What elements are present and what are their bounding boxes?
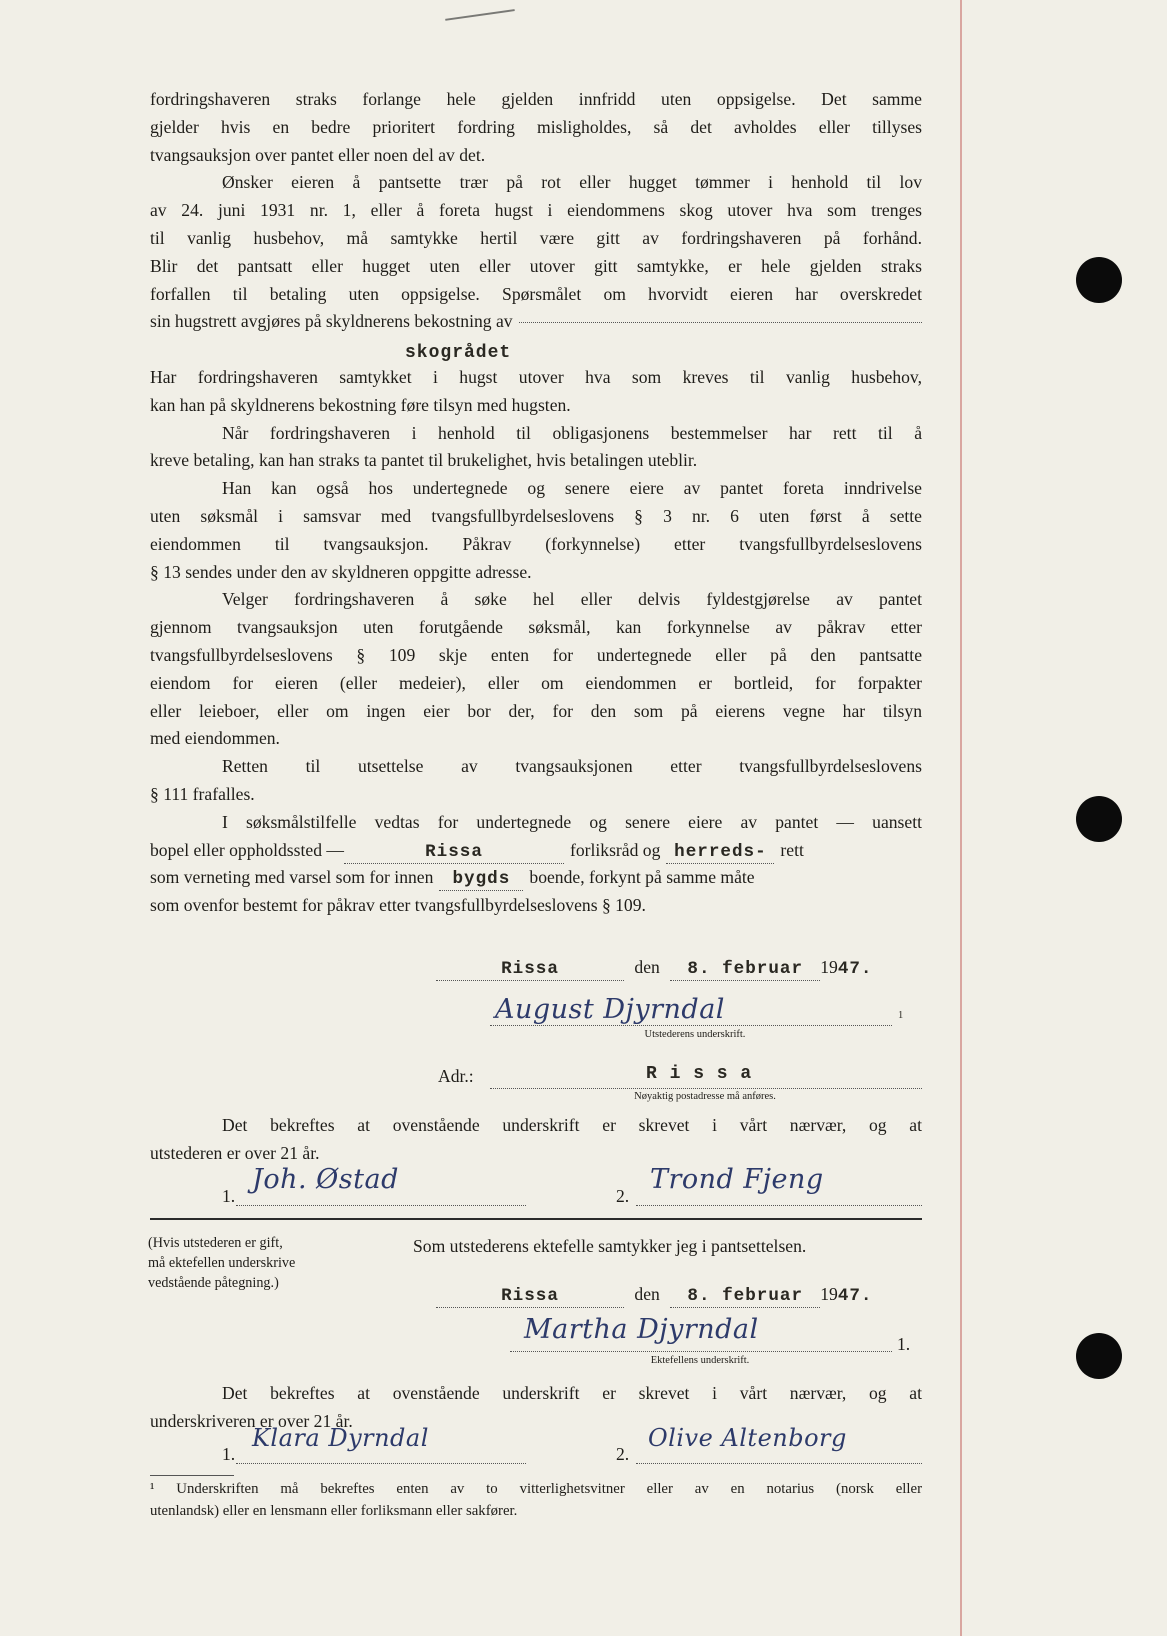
text-line: eller leieboer, eller om ingen eier bor der, for den som på eierens vegne har tilsyn	[150, 700, 922, 721]
text-line: tvangsfullbyrdelseslovens § 109 skje enten for undertegnede eller på den pantsatte	[150, 644, 922, 665]
text-line: underskriveren er over 21 år.	[150, 1410, 353, 1431]
date-den: den	[634, 957, 660, 977]
text-line: eiendommen til tvangsauksjon. Påkrav (forkynnelse) etter tvangsfullbyrdelseslovens	[150, 533, 922, 554]
text-line: kreve betaling, kan han straks ta pantet til brukelighet, hvis betalingen uteblir.	[150, 450, 698, 471]
text-line-fill	[150, 308, 922, 336]
text-line: fordringshaveren straks forlange hele gjelden innfridd uten oppsigelse. Det samme	[150, 89, 922, 109]
address-label: Adr.:	[438, 1066, 474, 1086]
text-line: som ovenfor bestemt for påkrav etter tvangsfullbyrdelseslovens § 109.	[150, 895, 646, 916]
text-line: Det bekreftes at ovenstående underskrift er skrevet i vårt nærvær, og at	[222, 1115, 922, 1135]
date-value: 8. februar	[670, 958, 820, 981]
text-line: Når fordringshaveren i henhold til obligasjonens bestemmelser har rett til å	[222, 422, 922, 443]
venue-line	[150, 837, 922, 865]
side-note-line: må ektefellen underskrive	[148, 1255, 296, 1271]
text-line: gjennom tvangsauksjon uten forutgående søksmål, kan forkynnelse av påkrav etter	[150, 617, 922, 638]
body-text-b	[150, 364, 922, 920]
text-line: Har fordringshaveren samtykket i hugst utover hva som kreves til vanlig husbehov,	[150, 367, 922, 387]
witness-dotline	[236, 1204, 526, 1206]
footnote-ref: 1	[898, 1010, 904, 1021]
address-value: R i s s a	[646, 1064, 753, 1084]
signature-spouse: Martha Djyrndal	[524, 1314, 759, 1345]
date-year-prefix: 19	[820, 1284, 838, 1304]
witness-number: 2.	[616, 1186, 630, 1206]
witness-number: 1.	[222, 1444, 236, 1464]
text-line: gjelder hvis en bedre prioritert fordring misligholdes, så det avholdes eller tillyses	[150, 116, 922, 137]
signature-witness-3: Klara Dyrndal	[252, 1424, 429, 1452]
text-line: utstederen er over 21 år.	[150, 1142, 320, 1163]
signature-dotline	[490, 1024, 892, 1026]
witness-number: 2.	[616, 1444, 630, 1464]
caption-issuer: Utstederens underskrift.	[644, 1029, 746, 1040]
venue-middle: forliksråd og	[570, 839, 661, 860]
caption-address: Nøyaktig postadresse må anføres.	[634, 1091, 776, 1102]
witness-dotline	[236, 1462, 526, 1464]
venue-court: herreds-	[666, 841, 774, 864]
side-note	[148, 1233, 393, 1293]
text-line: til vanlig husbehov, må samtykke hertil være gitt av fordringshaveren på forhånd.	[150, 227, 922, 248]
venue-suffix: rett	[780, 839, 804, 860]
signature-number: 1.	[897, 1334, 911, 1354]
footnote	[150, 1478, 922, 1522]
date-line-2	[436, 1284, 873, 1308]
signature-witness-1: Joh. Østad	[252, 1164, 399, 1195]
witness-dotline	[636, 1204, 922, 1206]
text-line: uten søksmål i samsvar med tvangsfullbyrdelseslovens § 3 nr. 6 uten først å sette	[150, 505, 922, 526]
venue-prefix: bopel eller oppholdssted —	[150, 839, 344, 860]
dotted-fill	[519, 321, 922, 323]
footnote-line: utenlandsk) eller en lensmann eller forliksmann eller sakfører.	[150, 1503, 518, 1519]
text-line: sin hugstrett avgjøres på skyldnerens bekostning av	[150, 311, 513, 332]
date-place: Rissa	[436, 1285, 624, 1308]
footnote-line: ¹ Underskriften må bekreftes enten av to vitterlighetsvitner eller av en notarius (norsk eller	[150, 1481, 922, 1497]
punch-hole	[1076, 1333, 1122, 1379]
signature-dotline	[510, 1350, 892, 1352]
venue-line-2	[150, 864, 922, 892]
caption-spouse: Ektefellens underskrift.	[650, 1355, 750, 1366]
date-line-1	[436, 957, 873, 981]
top-ink-mark	[443, 0, 515, 21]
text-line: Ønsker eieren å pantsette trær på rot eller hugget tømmer i henhold til lov	[222, 172, 922, 193]
punch-hole	[1076, 257, 1122, 303]
text-line: § 13 sendes under den av skyldneren oppgitte adresse.	[150, 561, 532, 582]
divider-rule	[150, 1218, 922, 1220]
typed-skograadet: skogrådet	[405, 343, 512, 363]
date-den: den	[634, 1284, 660, 1304]
date-year-prefix: 19	[820, 957, 838, 977]
signature-witness-4: Olive Altenborg	[648, 1424, 847, 1452]
text-line: § 111 frafalles.	[150, 783, 255, 804]
text-line: Det bekreftes at ovenstående underskrift er skrevet i vårt nærvær, og at	[222, 1383, 922, 1403]
venue-line2-suffix: boende, forkynt på samme måte	[529, 867, 755, 888]
venue-line2-prefix: som verneting med varsel som for innen	[150, 867, 434, 888]
witness-number: 1.	[222, 1186, 236, 1206]
text-line: kan han på skyldnerens bekostning føre tilsyn med hugsten.	[150, 394, 571, 415]
text-line: av 24. juni 1931 nr. 1, eller å foreta hugst i eiendommens skog utover hva som trenges	[150, 200, 922, 221]
witness-dotline	[636, 1462, 922, 1464]
date-year-suffix: 47.	[837, 959, 873, 979]
text-line: Velger fordringshaveren å søke hel eller delvis fyldestgjørelse av pantet	[222, 589, 922, 610]
spouse-consent: Som utstederens ektefelle samtykker jeg i pantsettelsen.	[413, 1236, 807, 1256]
text-line: Han kan også hos undertegnede og senere eiere av pantet foreta inndrivelse	[222, 478, 922, 499]
margin-rule	[960, 0, 962, 1636]
date-value: 8. februar	[670, 1285, 820, 1308]
side-note-line: vedstående påtegning.)	[148, 1275, 279, 1291]
punch-hole	[1076, 796, 1122, 842]
side-note-line: (Hvis utstederen er gift,	[148, 1235, 283, 1251]
signature-witness-2: Trond Fjeng	[650, 1164, 824, 1195]
date-place: Rissa	[436, 958, 624, 981]
text-line: Retten til utsettelse av tvangsauksjonen etter tvangsfullbyrdelseslovens	[222, 756, 922, 777]
date-year-suffix: 47.	[837, 1286, 873, 1306]
confirm-text-1	[150, 1112, 922, 1168]
text-line: I søksmålstilfelle vedtas for undertegnede og senere eiere av pantet — uansett	[222, 811, 922, 832]
body-text-a	[150, 86, 922, 336]
venue-place: Rissa	[344, 841, 564, 864]
address-dotline	[490, 1087, 922, 1089]
text-line: eiendom for eieren (eller medeier), eller om eiendommen er bortleid, for forpakter	[150, 672, 922, 693]
text-line: med eiendommen.	[150, 728, 280, 749]
text-line: tvangsauksjon over pantet eller noen del av det.	[150, 144, 486, 165]
text-line: forfallen til betaling uten oppsigelse. Spørsmålet om hvorvidt eieren har overskredet	[150, 283, 922, 304]
footnote-separator	[150, 1475, 234, 1476]
signature-issuer: August Djyrndal	[495, 994, 725, 1025]
venue-area: bygds	[439, 868, 523, 891]
text-line: Blir det pantsatt eller hugget uten eller utover gitt samtykke, er hele gjelden straks	[150, 255, 922, 276]
